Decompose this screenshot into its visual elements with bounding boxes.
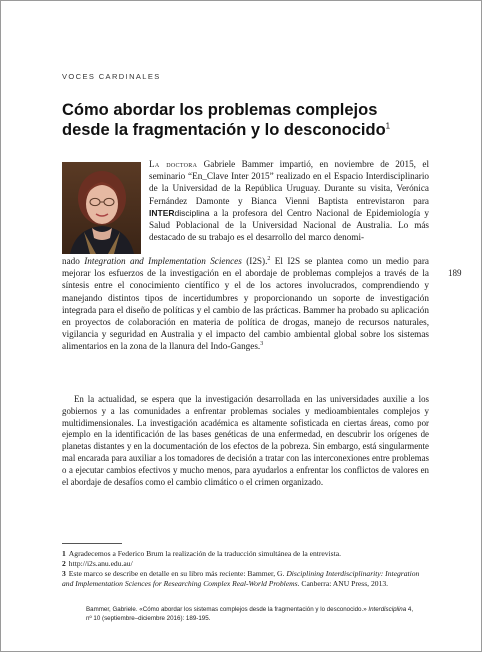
intro-text-1: Gabriele Bammer impartió, en noviembre de 2015, el seminario “En_Clave Inter 2015” realizado en el Espacio Interdisciplinario de la Universidad de la República Uruguay. Durante su visita, Verónica Fernández Damonte y Bianca Vienni Baptista entrevistaron para bbox=[149, 159, 429, 206]
body-text: En la actualidad, se espera que la investigación desarrollada en las universidades auxilie a los gobiernos y a las comunidades a enfrentar problemas sociales y medioambientales complejos y multidimensionales. La investigación académica es altamente sofisticada en ciertas áreas, como por ejemplo en la identificación de las bases genéticas de una enfermedad, en descubrir los orígenes de planetas distantes y en la documentación de los efectos de la pobreza. Sin embargo, está singularmente mal encarada para auxiliar a los tomadores de decisión a tratar con las interconexiones entre problemas o a ejecutar cambios efectivos y mucho menos, para ayudarlos a enfrentar los conflictos de valores en el abordaje de desafíos como el cambio climático o el crimen organizado. bbox=[62, 394, 429, 487]
citation-text-end: 4, nº 10 (septiembre–diciembre 2016): 189-195. bbox=[86, 606, 414, 622]
citation-text: Bammer, Gabriele. «Cómo abordar los sistemas complejos desde la fragmentación y lo desconocido.» bbox=[86, 606, 369, 613]
framework-abbr: (I2S). bbox=[241, 256, 268, 266]
footnote-ref-2[interactable]: 2 bbox=[267, 255, 271, 262]
footnote-text: Agradecemos a Federico Brum la realización de la traducción simultánea de la entrevista. bbox=[68, 549, 342, 558]
intro-text-2b: nado bbox=[62, 256, 85, 266]
footnote-text: Este marco se describe en detalle en su libro más reciente: Bammer, G. bbox=[68, 569, 287, 578]
portrait-image bbox=[62, 162, 141, 254]
intro-lead: La doctora bbox=[149, 159, 198, 169]
footnote-3 bbox=[62, 569, 429, 589]
citation-journal: Interdisciplina bbox=[368, 606, 407, 613]
intro-paragraph-continued bbox=[62, 255, 429, 353]
footnote-link[interactable]: http://i2s.anu.edu.au/ bbox=[68, 559, 133, 568]
book-title: Disciplining Interdisciplinarity: Integration and Implementation Sciences for Researching Complex Real-World Problems bbox=[62, 569, 420, 588]
title-footnote-ref[interactable]: 1 bbox=[385, 121, 391, 131]
intro-text-3: El I2S se plantea como un medio para mejorar los esfuerzos de la investigación en el abordaje de problemas complejos a través de la síntesis entre el conocimiento científico y el de los actores involucrados, comprendiendo y manejando distintos tipos de incertidumbres y proporcionando un soporte de investigación integrada para el diseño de políticas y el cambio de las prácticas. Bammer ha probado su aplicación en proyectos de colaboración en materia de política de drogas, manejo de recursos naturales, vigilancia y seguridad en Australia y el impacto del cambio ambiental global sobre los sistemas alimentarios en la zona de la llanura del Indo-Ganges. bbox=[62, 256, 429, 352]
page-number: 189 bbox=[448, 268, 462, 278]
footnotes bbox=[62, 549, 429, 589]
footnote-2 bbox=[62, 559, 429, 569]
footnote-number: 3 bbox=[62, 569, 66, 578]
body-paragraph bbox=[62, 394, 429, 488]
footnote-text: . Canberra: ANU Press, 2013. bbox=[297, 579, 389, 588]
title-line-2: desde la fragmentación y lo desconocido bbox=[62, 121, 386, 139]
article-citation bbox=[86, 605, 416, 623]
framework-name: Integration and Implementation Sciences bbox=[84, 256, 242, 266]
journal-brand-bold: INTER bbox=[149, 207, 175, 218]
section-label: VOCES CARDINALES bbox=[62, 72, 161, 81]
footnote-number: 2 bbox=[62, 559, 66, 568]
footnote-1 bbox=[62, 549, 429, 559]
footnote-number: 1 bbox=[62, 549, 66, 558]
journal-brand-rest: disciplina bbox=[174, 207, 210, 218]
author-portrait bbox=[62, 162, 141, 254]
footnote-ref-3[interactable]: 3 bbox=[260, 341, 264, 348]
intro-paragraph-wrapped bbox=[149, 158, 429, 243]
intro-text-2: a la profesora del Centro Nacional de Epidemiología y Salud Poblacional de la Universidad Nacional de Australia. Lo más destacado de su trabajo es el desarrollo del marco denomi- bbox=[149, 207, 429, 243]
article-title bbox=[62, 100, 432, 140]
footnote-divider bbox=[62, 543, 122, 544]
title-line-1: Cómo abordar los problemas complejos bbox=[62, 101, 378, 119]
